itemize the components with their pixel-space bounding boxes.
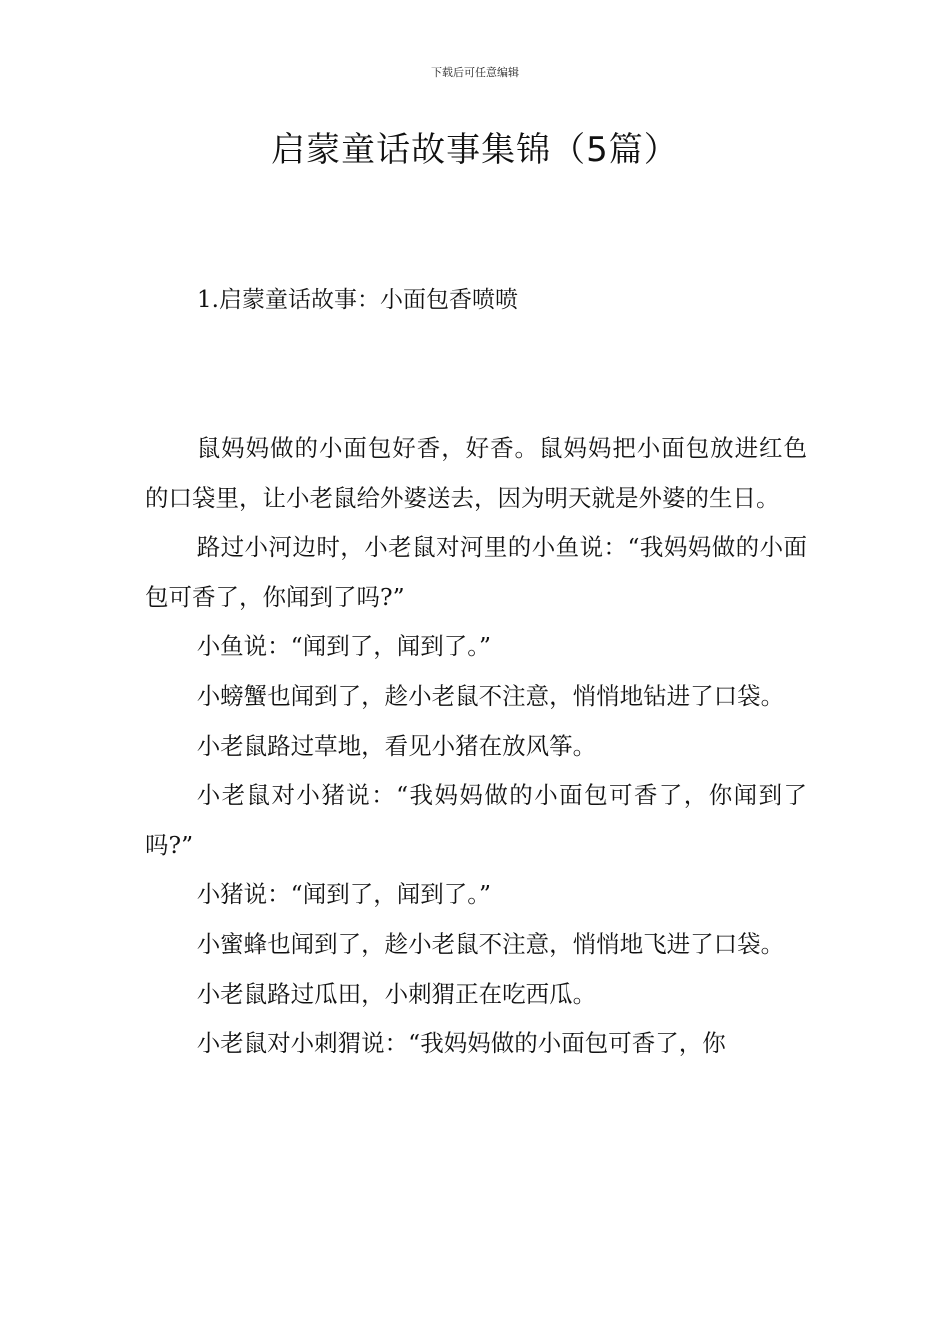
story-paragraph: 小老鼠对小刺猬说：“我妈妈做的小面包可香了，你 [196, 1029, 726, 1058]
story-paragraph: 小蜜蜂也闻到了，趁小老鼠不注意，悄悄地飞进了口袋。 [196, 929, 785, 958]
story-paragraph: 小老鼠对小猪说：“我妈妈做的小面包可香了，你闻到了吗?” [145, 781, 807, 859]
story-paragraph: 小猪说：“闻到了，闻到了。” [196, 880, 491, 909]
story-paragraph: 小老鼠路过瓜田，小刺猬正在吃西瓜。 [196, 979, 597, 1008]
story-paragraph: 路过小河边时，小老鼠对河里的小鱼说：“我妈妈做的小面包可香了，你闻到了吗?” [145, 533, 807, 611]
section-heading: 1.启蒙童话故事：小面包香喷喷 [197, 287, 518, 313]
story-paragraph: 鼠妈妈做的小面包好香，好香。鼠妈妈把小面包放进红色的口袋里，让小老鼠给外婆送去，因为明天就是外婆的生日。 [145, 434, 807, 512]
story-paragraph: 小螃蟹也闻到了，趁小老鼠不注意，悄悄地钻进了口袋。 [196, 681, 785, 710]
story-paragraph: 小老鼠路过草地，看见小猪在放风筝。 [196, 731, 597, 760]
story-paragraph: 小鱼说：“闻到了，闻到了。” [196, 632, 491, 661]
header-note: 下载后可任意编辑 [431, 66, 519, 79]
document-title: 启蒙童话故事集锦（5篇） [271, 130, 679, 170]
story-body [145, 424, 807, 1069]
